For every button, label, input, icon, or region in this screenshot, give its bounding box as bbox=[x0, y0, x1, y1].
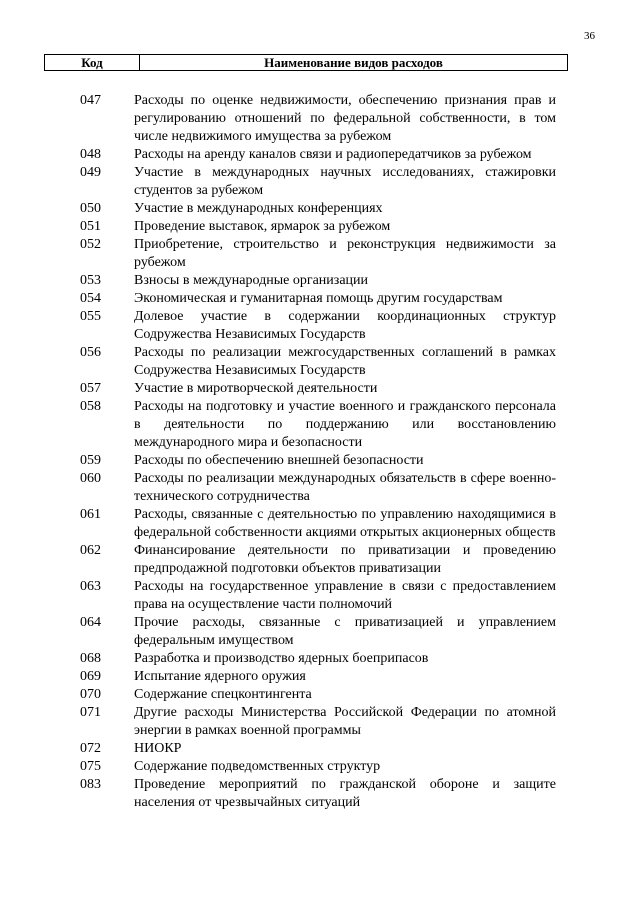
expense-name: Проведение выставок, ярмарок за рубежом bbox=[134, 219, 391, 234]
expense-code: 061 bbox=[80, 507, 101, 522]
expense-name: Участие в международных научных исследованиях, стажировки студентов за рубежом bbox=[134, 165, 556, 198]
table-row bbox=[0, 650, 640, 668]
expense-name: Содержание спецконтингента bbox=[134, 687, 312, 702]
code-column-header: Код bbox=[45, 55, 140, 70]
expense-name: Приобретение, строительство и реконструкция недвижимости за рубежом bbox=[134, 237, 556, 270]
expense-code: 068 bbox=[80, 651, 101, 666]
table-row bbox=[0, 542, 640, 578]
table-row bbox=[0, 758, 640, 776]
expense-name: Расходы, связанные с деятельностью по управлению находящимися в федеральной собственности акциями открытых акционерных обществ bbox=[134, 507, 556, 540]
expense-name: Содержание подведомственных структур bbox=[134, 759, 381, 774]
expense-name: Разработка и производство ядерных боеприпасов bbox=[134, 651, 429, 666]
expense-code: 072 bbox=[80, 741, 101, 756]
expense-code: 083 bbox=[80, 777, 101, 792]
expense-name: Прочие расходы, связанные с приватизацией и управлением федеральным имуществом bbox=[134, 615, 556, 648]
expense-code: 069 bbox=[80, 669, 101, 684]
table-row bbox=[0, 470, 640, 506]
table-row bbox=[0, 578, 640, 614]
expense-name: НИОКР bbox=[134, 741, 182, 756]
table-row bbox=[0, 380, 640, 398]
expense-code: 047 bbox=[80, 93, 101, 108]
table-row bbox=[0, 218, 640, 236]
expense-name: Расходы на аренду каналов связи и радиопередатчиков за рубежом bbox=[134, 147, 532, 162]
table-row bbox=[0, 452, 640, 470]
page-number: 36 bbox=[584, 30, 595, 42]
expense-name: Экономическая и гуманитарная помощь другим государствам bbox=[134, 291, 503, 306]
table-row bbox=[0, 290, 640, 308]
expense-code: 058 bbox=[80, 399, 101, 414]
expense-name: Испытание ядерного оружия bbox=[134, 669, 306, 684]
table-row bbox=[0, 146, 640, 164]
expense-code: 057 bbox=[80, 381, 101, 396]
expense-name: Проведение мероприятий по гражданской обороне и защите населения от чрезвычайных ситуаций bbox=[134, 777, 556, 810]
table-row bbox=[0, 740, 640, 758]
expense-code: 070 bbox=[80, 687, 101, 702]
expense-name: Долевое участие в содержании координационных структур Содружества Независимых Государств bbox=[134, 309, 556, 342]
table-row bbox=[0, 614, 640, 650]
expense-name: Финансирование деятельности по приватизации и проведению предпродажной подготовки объектов приватизации bbox=[134, 543, 556, 576]
expense-code: 064 bbox=[80, 615, 101, 630]
table-row bbox=[0, 200, 640, 218]
expense-name: Расходы по обеспечению внешней безопасности bbox=[134, 453, 424, 468]
expense-name: Расходы на подготовку и участие военного и гражданского персонала в деятельности по поддержанию или восстановлению международного мира и безопасности bbox=[134, 399, 556, 450]
expense-name: Расходы по оценке недвижимости, обеспечению признания прав и регулированию отношений по федеральной собственности, в том числе недвижимого имущества за рубежом bbox=[134, 93, 556, 144]
expense-name: Участие в миротворческой деятельности bbox=[134, 381, 378, 396]
expense-code: 048 bbox=[80, 147, 101, 162]
expense-code: 052 bbox=[80, 237, 101, 252]
expense-table-body bbox=[0, 92, 640, 812]
expense-name: Взносы в международные организации bbox=[134, 273, 369, 288]
expense-name: Участие в международных конференциях bbox=[134, 201, 383, 216]
name-column-header: Наименование видов расходов bbox=[264, 55, 443, 70]
expense-name: Расходы по реализации международных обязательств в сфере военно-технического сотрудничества bbox=[134, 471, 556, 504]
table-row bbox=[0, 668, 640, 686]
expense-code: 062 bbox=[80, 543, 101, 558]
table-row bbox=[0, 164, 640, 200]
expense-code: 060 bbox=[80, 471, 101, 486]
expense-code: 055 bbox=[80, 309, 101, 324]
table-row bbox=[0, 776, 640, 812]
expense-name: Расходы на государственное управление в связи с предоставлением права на осуществление части полномочий bbox=[134, 579, 556, 612]
table-row bbox=[0, 704, 640, 740]
table-row bbox=[0, 236, 640, 272]
expense-name: Другие расходы Министерства Российской Федерации по атомной энергии в рамках военной программы bbox=[134, 705, 556, 738]
table-row bbox=[0, 272, 640, 290]
table-row bbox=[0, 686, 640, 704]
expense-code: 071 bbox=[80, 705, 101, 720]
expense-code: 075 bbox=[80, 759, 101, 774]
table-header bbox=[44, 54, 568, 71]
expense-code: 063 bbox=[80, 579, 101, 594]
expense-name: Расходы по реализации межгосударственных соглашений в рамках Содружества Независимых Государств bbox=[134, 345, 556, 378]
expense-code: 051 bbox=[80, 219, 101, 234]
table-row bbox=[0, 506, 640, 542]
table-row bbox=[0, 398, 640, 452]
expense-code: 053 bbox=[80, 273, 101, 288]
expense-code: 059 bbox=[80, 453, 101, 468]
table-row bbox=[0, 344, 640, 380]
expense-code: 049 bbox=[80, 165, 101, 180]
expense-code: 056 bbox=[80, 345, 101, 360]
table-row bbox=[0, 92, 640, 146]
table-row bbox=[0, 308, 640, 344]
expense-code: 054 bbox=[80, 291, 101, 306]
expense-code: 050 bbox=[80, 201, 101, 216]
